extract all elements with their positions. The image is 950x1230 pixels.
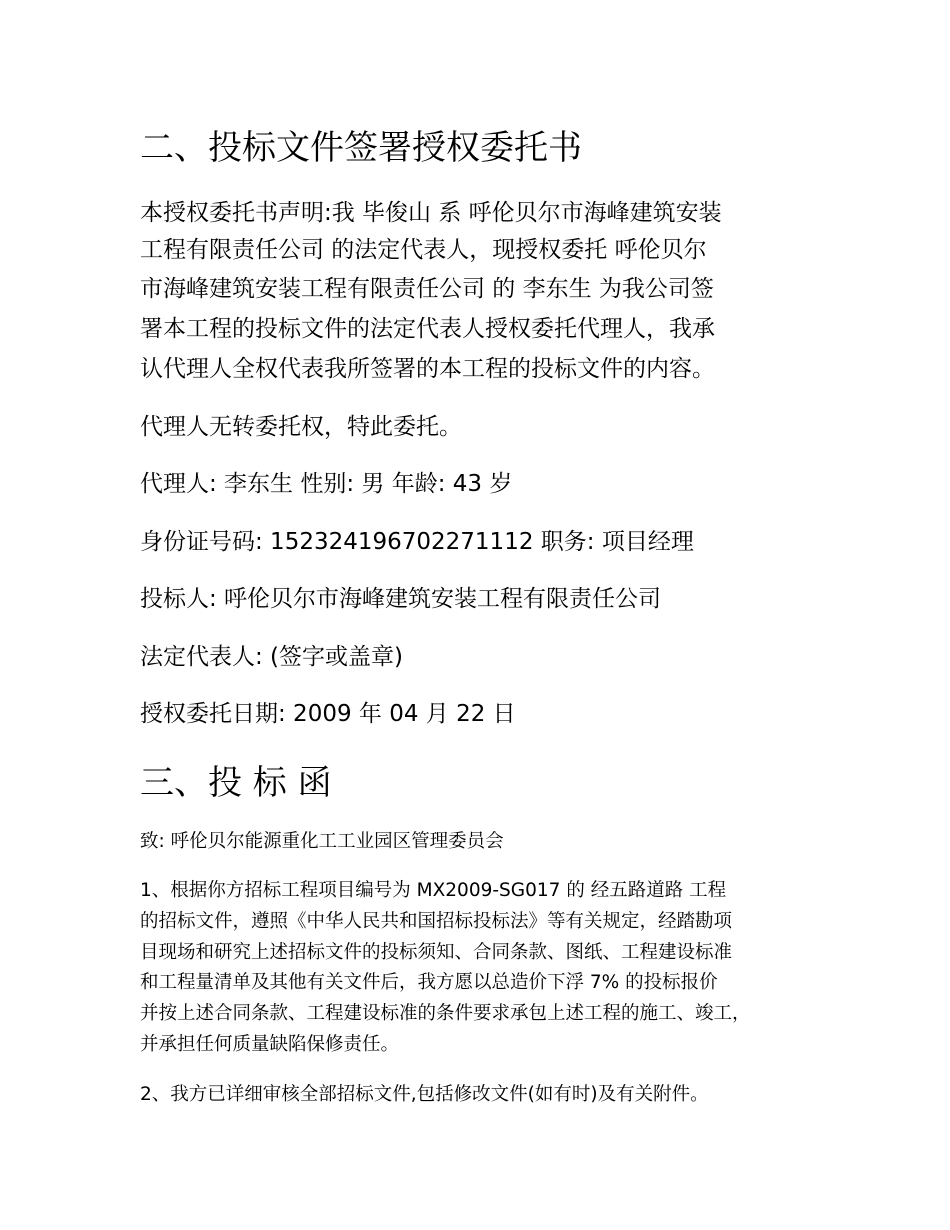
paragraph-1-line-5: 并按上述合同条款、工程建设标准的条件要求承包上述工程的施工、竣工，: [140, 1003, 751, 1024]
statement-line-1: 本授权委托书声明:我 毕俊山 系 呼伦贝尔市海峰建筑安装: [140, 200, 722, 226]
paragraph-1-line-1: 1、根据你方招标工程项目编号为 MX2009-SG017 的 经五路道路 工程: [140, 880, 727, 901]
paragraph-1-line-6: 并承担任何质量缺陷保修责任。: [140, 1034, 400, 1055]
section-2-title: 二、投标文件签署授权委托书: [140, 128, 582, 168]
statement-line-5: 认代理人全权代表我所签署的本工程的投标文件的内容。: [140, 356, 715, 382]
authorization-date: 授权委托日期: 2009 年 04 月 22 日: [140, 701, 516, 727]
bidder-name: 投标人: 呼伦贝尔市海峰建筑安装工程有限责任公司: [140, 586, 662, 612]
no-subdelegation-text: 代理人无转委托权，特此委托。: [140, 414, 462, 440]
paragraph-1-line-3: 目现场和研究上述招标文件的投标须知、合同条款、图纸、工程建设标准: [140, 942, 733, 963]
legal-representative-signature: 法定代表人: (签字或盖章): [140, 644, 404, 670]
addressee: 致: 呼伦贝尔能源重化工工业园区管理委员会: [140, 831, 504, 852]
paragraph-1-line-4: 和工程量清单及其他有关文件后，我方愿以总造价下浮 7% 的投标报价: [140, 972, 718, 993]
statement-line-3: 市海峰建筑安装工程有限责任公司 的 李东生 为我公司签: [140, 276, 714, 302]
statement-line-2: 工程有限责任公司 的法定代表人，现授权委托 呼伦贝尔: [140, 237, 707, 263]
id-number-info: 身份证号码: 152324196702271112 职务: 项目经理: [140, 529, 694, 555]
statement-line-4: 署本工程的投标文件的法定代表人授权委托代理人，我承: [140, 316, 715, 342]
paragraph-2: 2、我方已详细审核全部招标文件,包括修改文件(如有时)及有关附件。: [140, 1084, 709, 1105]
paragraph-1-line-2: 的招标文件，遵照《中华人民共和国招标投标法》等有关规定，经踏勘项: [140, 911, 733, 932]
section-3-title: 三、投 标 函: [140, 763, 332, 803]
agent-info: 代理人: 李东生 性别: 男 年龄: 43 岁: [140, 471, 513, 497]
